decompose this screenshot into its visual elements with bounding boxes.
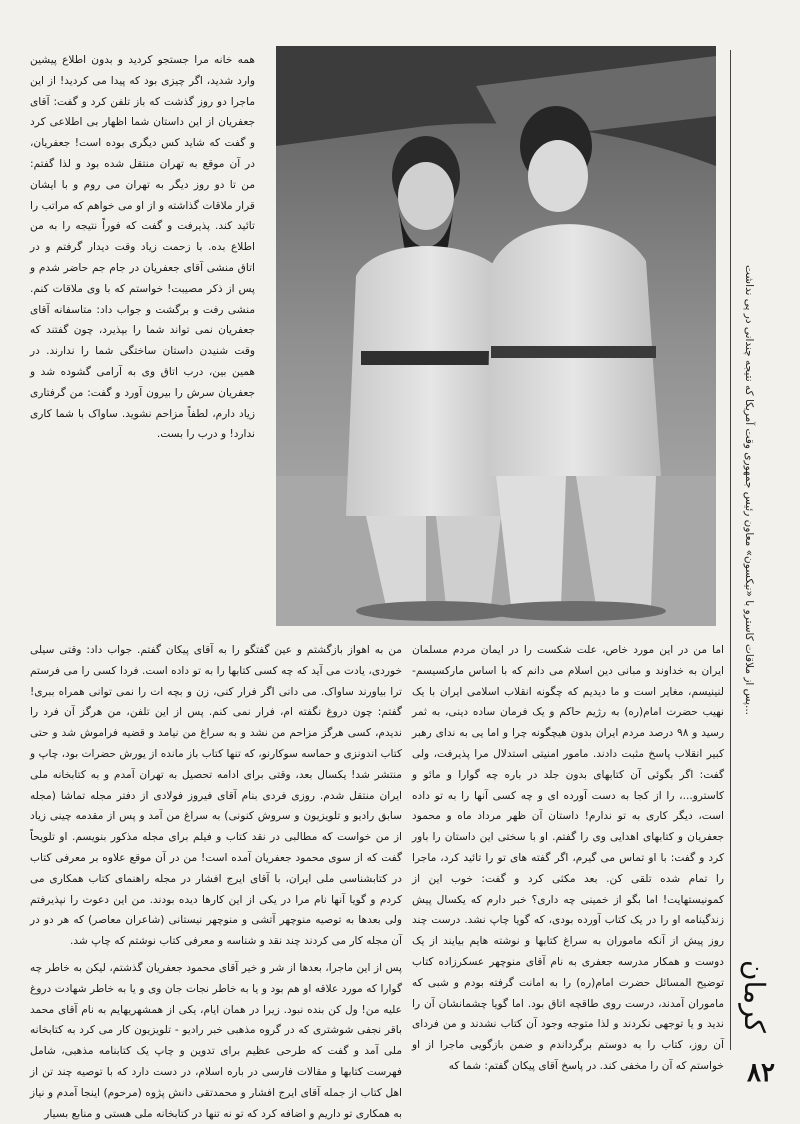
article-paragraph: پس از این ماجرا، بعدها از شر و خیر آقای محمود جعفریان گذشتم، لیکن به خاطر چه گوارا که مورد علاقه او هم بود و یا به خاطر نجات جان وی و یا به خاطر شهادت دروغ علیه من! ول کن بنده نبود. زیرا در همان ایام، یکی از همشهریهایم به نام آقای محمد باقر نجفی شوشتری که در گروه مذهبی خبر رادیو - تلویزیون کار می کرد به کتابخانه ملی آمد و گفت که طرحی عظیم برای تدوین و چاپ یک کتابنامه مذهبی، شامل فهرست کتابها و مقالات فارسی در باره اسلام، در دست دارد که با توصیه چند تن از اهل کتاب از جمله آقای ایرج افشار و محمدتقی دانش پژوه (مرحوم) اینجا آمدم و نیاز به همکاری تو داریم و اضافه کرد که تو نه تنها در کتابخانه ملی هستی و منابع بسیار: [30, 961, 402, 1120]
article-paragraph: اما من در این مورد خاص، علت شکست را در ایمان مردم مسلمان ایران به خداوند و مبانی دین اسلام می دانم که با اساس مارکسیسم- لنینیسم، مغایر است و ما دیدیم که چگونه انقلاب اسلامی ایران با یک نهیب حضرت امام(ره) به رژیم حاکم و یک فرمان ساده دینی، به ثمر رسید و ۹۸ درصد مردم ایران بدون هیچگونه چرا و اما یی به ندای رهبر کبیر انقلاب پاسخ مثبت دادند. مامور امنیتی استدلال مرا پذیرفت، ولی گفت: اگر بگوئی آن کتابهای بدون جلد در باره چه گوارا و مائو و کاسترو...، را از کجا به دست آورده ای و چه کسی آنها را به تو داده است، دیگر کاری به تو ندارم! داستان آن ظهر مرداد ماه و محمود جعفریان و کتابهای اهدایی وی را گفتم. او با سختی این داستان را باور کرد و گفت: با او تماس می گیرم، اگر گفته های تو را تائید کرد، ماجرا را تمام شده تلقی کن. بعد مکثی کرد و گفت: خوب این از کمونیستهایت! اما بگو از خمینی چه داری؟ خبر دارم که یکسال پیش زندگینامه او را در یک کتاب آورده بودی، که گویا چاپ نشد. درست چند روز پیش از آنکه ماموران به سراغ کتابها و نوشته هایم بیایند از یک دوست و همکار مدرسه جعفری به نام آقای منوچهر عسکرزاده کتاب توضیح المسائل حضرت امام(ره) را به امانت گرفته بودم و شبی که ماموران آمدند، درست روی طاقچه اتاق بود. اما گویا چشمانشان آن را ندید و یا توجهی نکردند و لذا متوجه وجود آن کتاب نشدند و من فردای آن روز، کتاب را به دوستم برگرداندم و ضمن بازگویی ماجرا از او خواستم که آن را مخفی کند. در پاسخ آقای پیکان گفتم: شما که: [412, 644, 724, 1072]
article-paragraph: من به اهواز بازگشتم و عین گفتگو را به آقای پیکان گفتم. جواب داد: وقتی سیلی خوردی، یادت می آید که چه کسی کتابها را به تو داده است. فردا کسی را می فرستم ترا بیاورند ساواک. می دانی اگر فرار کنی، زن و بچه ات را نمی توانی همراه ببری! گفتم: چون دروغ نگفته ام، فرار نمی کنم. پس از این تلفن، من هرگز آن فرد را ندیدم، کسی هرگز مزاحم من نشد و به سراغ من نیامد و قضیه فراموش شد و حتی کتاب اندونزی و حماسه سوکارنو، که تنها کتاب باز مانده از یورش حضرات بود، چاپ و منتشر شد! یکسال بعد، وقتی برای ادامه تحصیل به تهران آمدم و به کتابخانه ملی ایران منتقل شدم. روزی فردی بنام آقای فیروز فولادی از دفتر مجله تماشا (مجله سابق رادیو و تلویزیون و سروش کنونی) به سراغ من آمد و پس از مقدمه چینی زیاد از من خواست که مطالبی در نقد کتاب و فیلم برای مجله مذکور بنویسم. او تلویحاً گفت که از سوی محمود جعفریان آمده است! من در آن موقع علاوه بر معرفی کتاب در کتابشناسی ملی ایران، با آقای ایرج افشار در مجله راهنمای کتاب همکاری می کردم و گویا آنها نام مرا در یکی از این کارها دیده بودند. من این دعوت را نپذیرفتم ولی بعدها به توصیه منوچهر آتشی و منوچهر نیستانی (شاعران معاصر) که هر دو در آن مجله کار می کردند چند نقد و شناسه و معرفی کتاب نوشتم که چاپ شد.: [30, 644, 402, 948]
magazine-logo: كرمان: [738, 960, 771, 1033]
photo-caption: [742, 60, 756, 920]
article-photo: [276, 46, 716, 626]
article-column-top-left: [30, 50, 255, 445]
article-column-bottom-left: [30, 640, 402, 1120]
article-paragraph: همه خانه مرا جستجو کردید و بدون اطلاع پیشین وارد شدید، اگر چیزی بود که پیدا می کردید! از این ماجرا دو روز گذشت که باز تلفن کرد و گفت: آقای جعفریان از این داستان شما اظهار بی اطلاعی کرد و گفت که شاید کس دیگری بوده است! جعفریان، در آن موقع به تهران منتقل شده بود و لذا گفتم: من تا دو روز دیگر به تهران می روم و با ایشان قرار ملاقات گذاشته و از او می خواهم که مراتب را تائید کند. پذیرفت و گفت که فوراً نتیجه را به من اطلاع بده. با زحمت زیاد وقت دیدار گرفتم و در اتاق منشی آقای جعفریان در جام جم حاضر شدم و پس از ذکر مصیبت! خواستم که با وی ملاقات کنم. منشی رفت و برگشت و جواب داد: متاسفانه آقای جعفریان نمی تواند شما را بپذیرد، چون گفتند که وقت شنیدن داستان ساختگی شما را ندارند. در همین بین، درب اتاق وی به آرامی گشوده شد و جعفریان سرش را بیرون آورد و گفت: من گرفتاری زیاد دارم، لطفاً مزاحم نشوید. ساواک با شما کاری ندارد! و درب را بست.: [30, 54, 255, 441]
photo-two-men-walking: [276, 46, 716, 626]
page-number: ۸۲: [747, 1058, 775, 1088]
margin-rule: [730, 50, 731, 1050]
article-column-bottom-right: [412, 640, 724, 1092]
photo-caption-text: ...پس از ملاقات کاسترو با «نیکسون» معاون رئیس جمهوری وقت آمریکا که نتیجه چندانی در پی نداشت: [743, 264, 755, 716]
